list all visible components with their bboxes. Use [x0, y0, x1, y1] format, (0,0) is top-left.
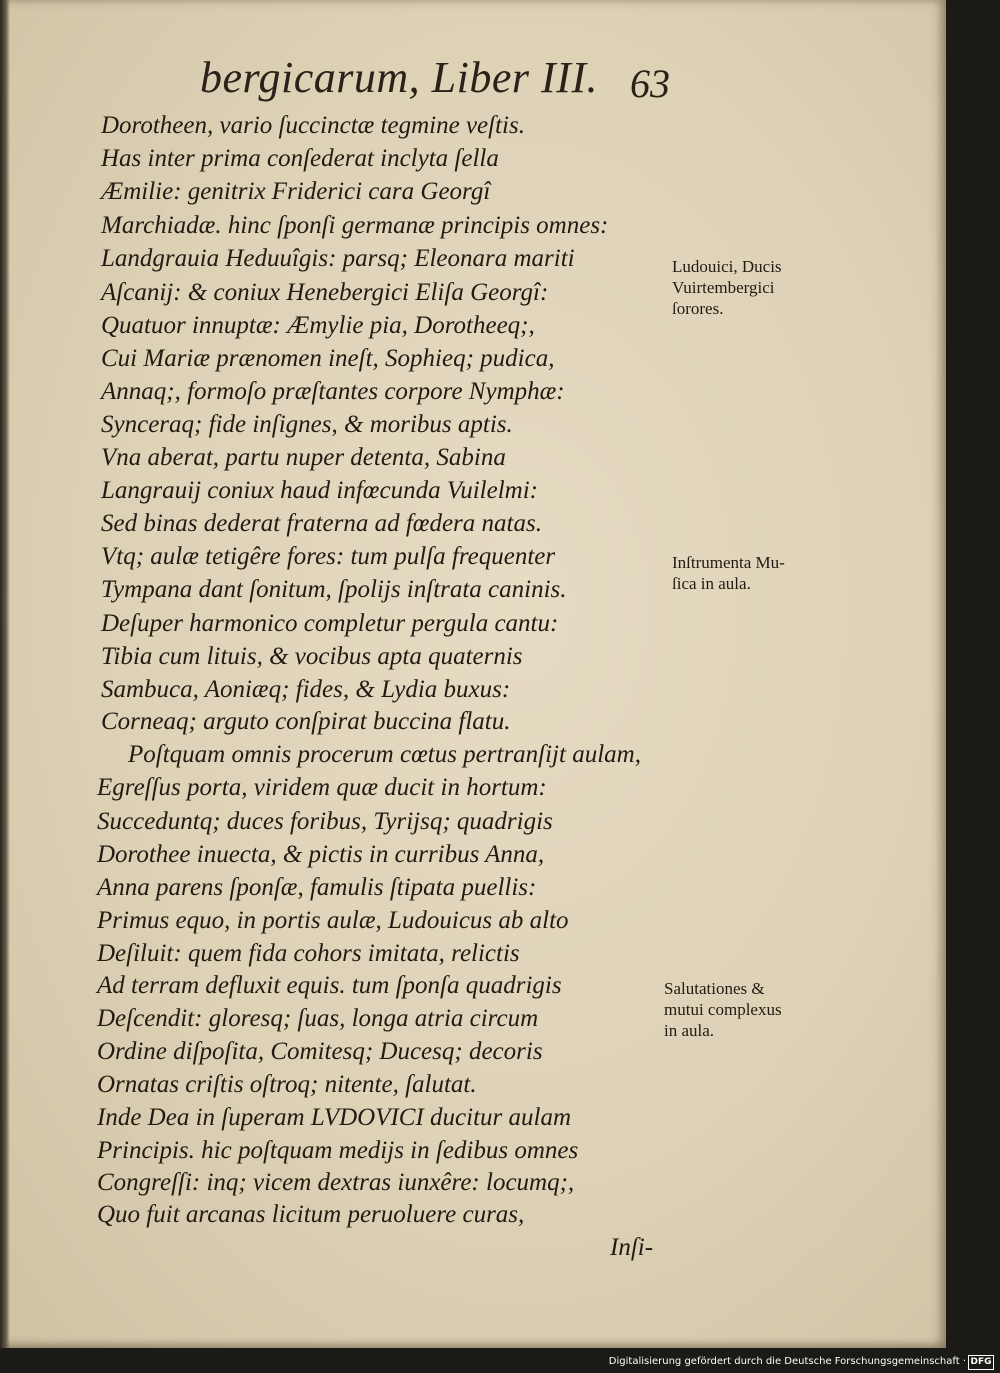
verse-line: Quatuor innuptæ: Æmylie pia, Dorotheeq;, — [101, 312, 535, 339]
verse-line: Corneaq; arguto conſpirat buccina flatu. — [101, 708, 511, 735]
verse-line: Landgrauia Heduuîgis: parsq; Eleonara mariti — [101, 245, 575, 272]
verse-line: Egreſſus porta, viridem quæ ducit in hortum: — [97, 774, 547, 801]
verse-line: Primus equo, in portis aulæ, Ludouicus ab alto — [97, 907, 569, 934]
margin-note-line: Vuirtembergici — [672, 278, 775, 297]
verse-line: Dorotheen, vario ſuccinctæ tegmine veſtis. — [101, 112, 525, 139]
verse-line: Congreſſi: inq; vicem dextras iunxêre: locumq;, — [97, 1169, 575, 1196]
verse-line: Ornatas criſtis oſtroq; nitente, ſalutat. — [97, 1071, 477, 1098]
verse-line: Anna parens ſponſæ, famulis ſtipata puellis: — [97, 874, 537, 901]
verse-line: Vtq; aulæ tetigêre fores: tum pulſa frequenter — [101, 543, 556, 570]
verse-line: Ad terram defluxit equis. tum ſponſa quadrigis — [97, 972, 562, 999]
verse-line: Deſuper harmonico completur pergula cantu: — [101, 610, 559, 637]
margin-note — [664, 978, 782, 1041]
verse-line: Marchiadæ. hinc ſponſi germanæ principis omnes: — [101, 212, 609, 239]
margin-note — [672, 552, 785, 594]
verse-line: Deſcendit: gloresq; ſuas, longa atria circum — [97, 1005, 539, 1032]
margin-note-line: Salutationes & — [664, 979, 765, 998]
running-title: bergicarum, Liber III. — [200, 53, 598, 102]
margin-note — [672, 256, 782, 319]
margin-note-line: Inſtrumenta Mu- — [672, 553, 785, 572]
margin-note-line: Ludouici, Ducis — [672, 257, 782, 276]
margin-note-line: ſorores. — [672, 299, 724, 318]
margin-note-line: ſica in aula. — [672, 574, 751, 593]
verse-line: Langrauij coniux haud infœcunda Vuilelmi: — [101, 477, 538, 504]
verse-line: Tympana dant ſonitum, ſpolijs inſtrata caninis. — [101, 576, 567, 603]
page-number: 63 — [630, 61, 670, 106]
verse-line: Deſiluit: quem fida cohors imitata, relictis — [97, 940, 520, 967]
margin-note-line: in aula. — [664, 1021, 715, 1040]
margin-note-line: mutui complexus — [664, 1000, 782, 1019]
verse-line: Sed binas dederat fraterna ad fœdera natas. — [101, 510, 542, 537]
verse-line: Sambuca, Aoniæq; fides, & Lydia buxus: — [101, 676, 511, 703]
catchword: Inſi- — [610, 1234, 654, 1261]
verse-line: Dorothee inuecta, & pictis in curribus Anna, — [97, 841, 545, 868]
verse-line: Principis. hic poſtquam medijs in ſedibus omnes — [97, 1137, 579, 1164]
verse-line: Aſcanij: & coniux Henebergici Eliſa Georgî: — [101, 279, 549, 306]
verse-line: Æmilie: genitrix Friderici cara Georgî — [101, 178, 491, 205]
dfg-logo: DFG — [968, 1355, 994, 1370]
digitization-credit: Digitalisierung gefördert durch die Deutsche Forschungsgemeinschaft · — [608, 1356, 966, 1367]
verse-line: Inde Dea in ſuperam LVDOVICI ducitur aulam — [97, 1104, 572, 1131]
verse-line: Succeduntq; duces foribus, Tyrijsq; quadrigis — [97, 808, 553, 835]
verse-line: Quo fuit arcanas licitum peruoluere curas, — [97, 1201, 525, 1228]
verse-line: Vna aberat, partu nuper detenta, Sabina — [101, 444, 506, 471]
verse-line: Tibia cum lituis, & vocibus apta quaternis — [101, 643, 523, 670]
verse-line: Annaq;, formoſo præſtantes corpore Nymphæ: — [101, 378, 565, 405]
verse-line: Ordine diſpoſita, Comitesq; Ducesq; decoris — [97, 1038, 543, 1065]
verse-line: Has inter prima conſederat inclyta ſella — [101, 145, 499, 172]
verse-line: Synceraq; fide inſignes, & moribus aptis. — [101, 411, 513, 438]
verse-line: Cui Mariæ prænomen ineſt, Sophieq; pudica, — [101, 345, 555, 372]
verse-line: Poſtquam omnis procerum cœtus pertranſijt aulam, — [128, 741, 641, 768]
